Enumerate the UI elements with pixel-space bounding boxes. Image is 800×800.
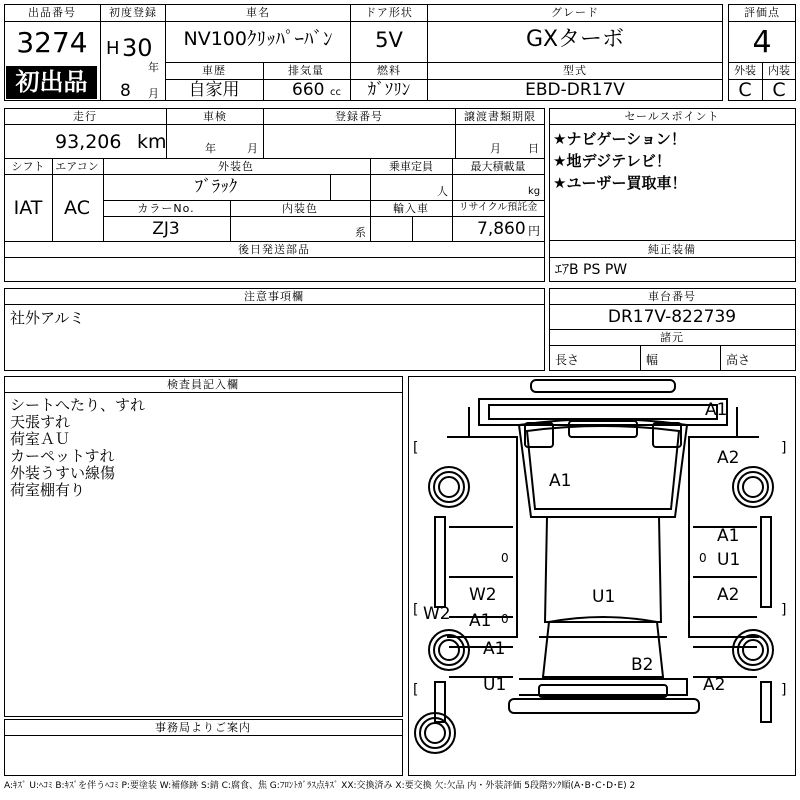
bracket-right: ] [781,682,787,698]
damage-mark: U1 [592,587,616,607]
damage-mark: A2 [717,448,740,468]
damage-mark: A2 [703,675,726,695]
registration-year: 30 [122,34,153,62]
sales-point-item: ★ナビゲーション！ [553,130,686,148]
inspector-notes: シートへたり、すれ 天張すれ 荷室ＡＵ カーペットすれ 外装うすい線傷 荷室棚有り [10,396,146,499]
model-code-label: 型式 [563,64,587,77]
fuel: ｶﾞｿﾘﾝ [367,80,411,100]
shift-label: シフト [11,160,45,173]
shift: IAT [13,197,43,219]
capacity-label: 乗車定員 [389,160,433,173]
model-label: 車名 [246,6,270,19]
inspector-label: 検査員記入欄 [167,378,239,391]
later-parts-label: 後日発送部品 [238,243,310,256]
history: 自家用 [188,80,240,100]
score: 4 [752,25,772,60]
bracket-left: [ [413,602,419,618]
bracket-left: [ [413,682,419,698]
damage-mark: W2 [423,604,451,624]
ac-label: エアコン [55,160,99,173]
grade: GXターボ [525,27,625,52]
damage-mark: A1 [469,611,492,631]
inspection-month-unit: 月 [247,142,258,155]
recycle-unit: 円 [528,224,541,238]
model-code: EBD-DR17V [525,80,625,100]
interior-color-unit: 系 [355,226,366,239]
plate-label: 登録番号 [335,110,383,123]
fuel-label: 燃料 [377,64,401,77]
door-label: ドア形状 [365,6,413,19]
car-diagram [408,376,796,776]
inspection-label: 車検 [203,110,227,123]
bracket-right: ] [781,602,787,618]
displacement-unit: cc [330,87,341,98]
interior-grade: C [772,79,786,101]
score-label: 評価点 [744,6,780,19]
chassis-number: DR17V-822739 [607,307,737,327]
damage-mark: U1 [717,550,741,570]
damage-mark: U1 [483,675,507,695]
damage-mark: A2 [717,585,740,605]
legend: A:ｷｽﾞ U:ﾍｺﾐ B:ｷｽﾞを伴うﾍｺﾐ P:要塗装 W:補修跡 S:錆 C:腐食、焦 G:ﾌﾛﾝﾄｶﾞﾗｽ点ｷｽﾞ XX:交換済み X:要交換 欠:欠品 内・外装評価 5段階ﾗﾝｸ順(A･B･C･D･E) 2 [4,781,636,791]
month-unit: 月 [148,87,159,100]
import-label: 輸入車 [393,202,429,215]
load-unit: kg [528,186,541,197]
displacement: 660 [292,80,325,100]
bracket-right: ] [781,440,787,456]
zero-mark: 0 [501,612,509,626]
height-label: 高さ [726,353,751,367]
recycle-label: リサイクル預託金 [458,202,538,213]
car-outline [409,377,797,777]
exterior-color: ﾌﾞﾗｯｸ [194,177,238,197]
mileage: 93,206 [55,131,122,153]
recycle-fee: 7,860 [477,219,526,239]
inspection-year-unit: 年 [205,142,216,155]
interior-color-label: 内装色 [282,202,318,215]
lot-number-label: 出品番号 [28,6,76,19]
interior-label: 内装 [768,64,790,77]
registration-month: 8 [120,81,131,101]
door-type: 5V [375,28,403,52]
sales-points-label: セールスポイント [624,110,720,123]
exterior-color-label: 外装色 [218,160,254,173]
color-number-label: カラーNo. [137,202,195,215]
color-number: ZJ3 [152,219,180,239]
dimensions-label: 諸元 [660,331,684,344]
capacity-unit: 人 [437,185,448,198]
damage-mark: A1 [549,471,572,491]
mileage-unit: km [137,131,167,153]
registration-label: 初度登録 [109,6,157,19]
exterior-label: 外装 [734,64,756,77]
sales-point-item: ★地デジテレビ！ [553,152,671,170]
transfer-day-unit: 日 [528,142,539,155]
damage-mark: B2 [631,655,654,675]
transfer-month-unit: 月 [490,142,501,155]
damage-mark: A1 [705,400,728,420]
caution-text: 社外アルミ [10,309,85,327]
year-unit: 年 [148,61,159,74]
transfer-deadline-label: 譲渡書類期限 [464,110,536,123]
history-label: 車歴 [202,64,226,77]
zero-mark: 0 [699,551,707,565]
mileage-label: 走行 [73,110,97,123]
bracket-left: [ [413,440,419,456]
era: H [106,38,120,59]
first-listing-badge: 初出品 [6,66,97,99]
caution-label: 注意事項欄 [244,290,304,303]
damage-mark: A1 [717,526,740,546]
ac: AC [64,197,90,219]
equipment-label: 純正装備 [648,243,696,256]
model-name: NV100ｸﾘｯﾊﾟｰﾊﾞﾝ [183,28,333,50]
load-label: 最大積載量 [470,160,526,173]
grade-label: グレード [551,6,599,19]
damage-mark: W2 [469,585,497,605]
width-label: 幅 [646,353,659,367]
damage-mark: A1 [483,639,506,659]
exterior-grade: C [738,79,752,101]
chassis-label: 車台番号 [648,290,696,303]
office-label: 事務局よりご案内 [155,721,251,734]
length-label: 長さ [555,353,580,367]
sales-point-item: ★ユーザー買取車！ [553,174,687,192]
displacement-label: 排気量 [288,64,324,77]
zero-mark: 0 [501,551,509,565]
equipment-value: ｴｱB PS PW [555,262,628,278]
lot-number: 3274 [16,26,88,59]
